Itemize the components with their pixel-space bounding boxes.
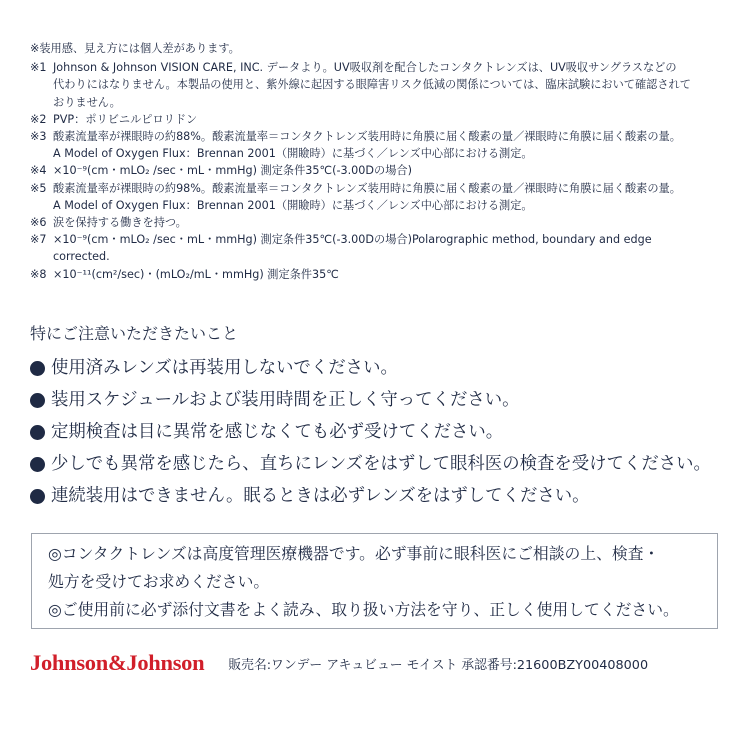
footnote-line: 酸素流量率が裸眼時の約98%。酸素流量率＝コンタクトレンズ装用時に角膜に届く酸素の量／裸眼時に角膜に届く酸素の量。: [53, 181, 681, 195]
footnote-line: ×10⁻¹¹(cm²/sec)・(mLO₂/mL・mmHg) 測定条件35℃: [53, 267, 339, 281]
footnote-line: corrected.: [53, 250, 110, 264]
bullet-dot-icon: [30, 393, 45, 408]
footnote-body: [53, 180, 730, 214]
caution-item-text: 少しでも異常を感じたら、直ちにレンズをはずして眼科医の検査を受けてください。: [51, 454, 711, 474]
footnotes-header: ※装用感、見え方には個人差があります。: [30, 42, 240, 55]
bullet-dot-icon: [30, 457, 45, 472]
footnote-line: 酸素流量率が裸眼時の約88%。酸素流量率＝コンタクトレンズ装用時に角膜に届く酸素の量／裸眼時に角膜に届く酸素の量。: [53, 130, 681, 144]
footnote-5: [30, 180, 730, 214]
footnote-body: [53, 266, 730, 283]
bullet-dot-icon: [30, 489, 45, 504]
footnote-body: [53, 111, 730, 128]
footnote-mark: ※1: [30, 61, 47, 75]
notice-line: ◎コンタクトレンズは高度管理医療機器です。必ず事前に眼科医にご相談の上、検査・: [48, 544, 660, 563]
footnote-body: [53, 231, 730, 265]
caution-item-text: 装用スケジュールおよび装用時間を正しく守ってください。: [51, 390, 520, 410]
footnote-6: [30, 214, 730, 231]
caution-item-text: 使用済みレンズは再装用しないでください。: [51, 358, 398, 378]
footnote-mark: ※4: [30, 164, 47, 178]
caution-item: [30, 384, 730, 416]
bullet-dot-icon: [30, 361, 45, 376]
footnote-line: ×10⁻⁹(cm・mLO₂ /sec・mL・mmHg) 測定条件35℃(-3.00Dの場合)Polarographic method, boundary and edge: [53, 233, 652, 247]
footnote-line: A Model of Oxygen Flux：Brennan 2001（開瞼時）に基づく／レンズ中心部における測定。: [53, 198, 533, 212]
caution-section: [30, 322, 730, 512]
caution-item: [30, 352, 730, 384]
footnote-line: 代わりにはなりません。本製品の使用と、紫外線に起因する眼障害リスク低減の関係については、臨床試験において確認されて: [53, 78, 691, 92]
footnote-2: [30, 111, 730, 128]
footnote-mark: ※8: [30, 267, 47, 281]
footnote-line: 涙を保持する働きを持つ。: [53, 216, 187, 230]
footnote-mark: ※3: [30, 130, 47, 144]
footnote-4: [30, 162, 730, 179]
brand-logo: Johnson&Johnson: [30, 650, 205, 675]
footnotes: [30, 40, 730, 283]
footnote-body: [53, 214, 730, 231]
footnote-7: [30, 231, 730, 265]
footnote-body: [53, 59, 730, 111]
caution-title: 特にご注意いただきたいこと: [30, 324, 239, 343]
footnote-line: Johnson & Johnson VISION CARE, INC. データより。UV吸収剤を配合したコンタクトレンズは、UV吸収サングラスなどの: [53, 61, 677, 75]
medical-device-notice-box: [31, 533, 718, 629]
footnote-3: [30, 128, 730, 162]
bullet-dot-icon: [30, 425, 45, 440]
caution-item-text: 定期検査は目に異常を感じなくても必ず受けてください。: [51, 422, 504, 442]
footnote-line: おりません。: [53, 95, 121, 109]
footnote-8: [30, 266, 730, 283]
caution-item: [30, 416, 730, 448]
caution-item: [30, 448, 730, 480]
footer: [30, 648, 730, 678]
footnote-mark: ※7: [30, 233, 47, 247]
footnote-body: [53, 128, 730, 162]
caution-item-text: 連続装用はできません。眠るときは必ずレンズをはずしてください。: [51, 486, 590, 506]
caution-item: [30, 480, 730, 512]
footnote-mark: ※5: [30, 181, 47, 195]
notice-line: ◎ご使用前に必ず添付文書をよく読み、取り扱い方法を守り、正しく使用してください。: [48, 600, 679, 619]
product-approval-info: 販売名:ワンデー アキュビュー モイスト 承認番号:21600BZY00408000: [228, 657, 649, 673]
footnote-line: ×10⁻⁹(cm・mLO₂ /sec・mL・mmHg) 測定条件35℃(-3.00Dの場合): [53, 164, 412, 178]
footnote-1: [30, 59, 730, 111]
footnote-mark: ※6: [30, 216, 47, 230]
footnote-line: PVP：ポリビニルピロリドン: [53, 112, 198, 126]
footnote-line: A Model of Oxygen Flux：Brennan 2001（開瞼時）に基づく／レンズ中心部における測定。: [53, 147, 533, 161]
footnote-mark: ※2: [30, 112, 47, 126]
footnote-body: [53, 162, 730, 179]
notice-line: 処方を受けてお求めください。: [48, 572, 270, 591]
